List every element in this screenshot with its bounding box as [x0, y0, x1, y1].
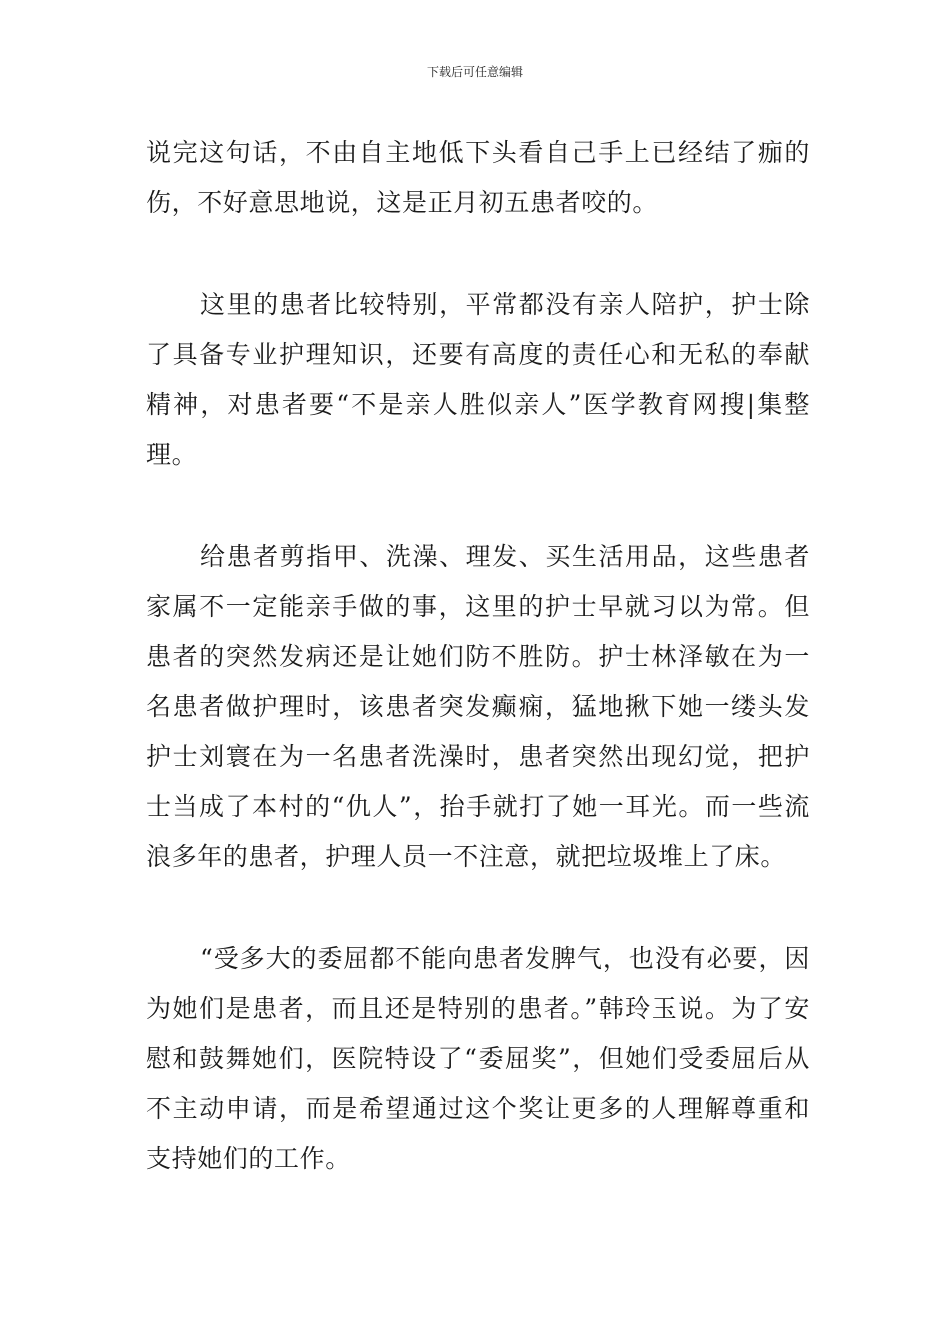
paragraph-3: 给患者剪指甲、洗澡、理发、买生活用品，这些患者家属不一定能亲手做的事，这里的护士早就习以为常。但患者的突然发病还是让她们防不胜防。护士林泽敏在为一名患者做护理时，该患者突发癫痫，猛地揪下她一缕头发护士刘寰在为一名患者洗澡时，患者突然出现幻觉，把护士当成了本村的“仇人”，抬手就打了她一耳光。而一些流浪多年的患者，护理人员一不注意，就把垃圾堆上了床。 [146, 542, 810, 871]
paragraph-4: “受多大的委屈都不能向患者发脾气，也没有必要，因为她们是患者，而且还是特别的患者。”韩玲玉说。为了安慰和鼓舞她们，医院特设了“委屈奖”，但她们受委屈后从不主动申请，而是希望通过这个奖让更多的人理解尊重和支持她们的工作。 [146, 944, 810, 1173]
page-header: 下载后可任意编辑 [426, 65, 523, 79]
paragraph-2: 这里的患者比较特别，平常都没有亲人陪护，护士除了具备专业护理知识，还要有高度的责任心和无私的奉献精神，对患者要“不是亲人胜似亲人”医学教育网搜|集整理。 [146, 290, 810, 469]
paragraph-1: 说完这句话，不由自主地低下头看自己手上已经结了痂的伤，不好意思地说，这是正月初五患者咬的。 [146, 138, 810, 217]
document-body [146, 128, 810, 1236]
